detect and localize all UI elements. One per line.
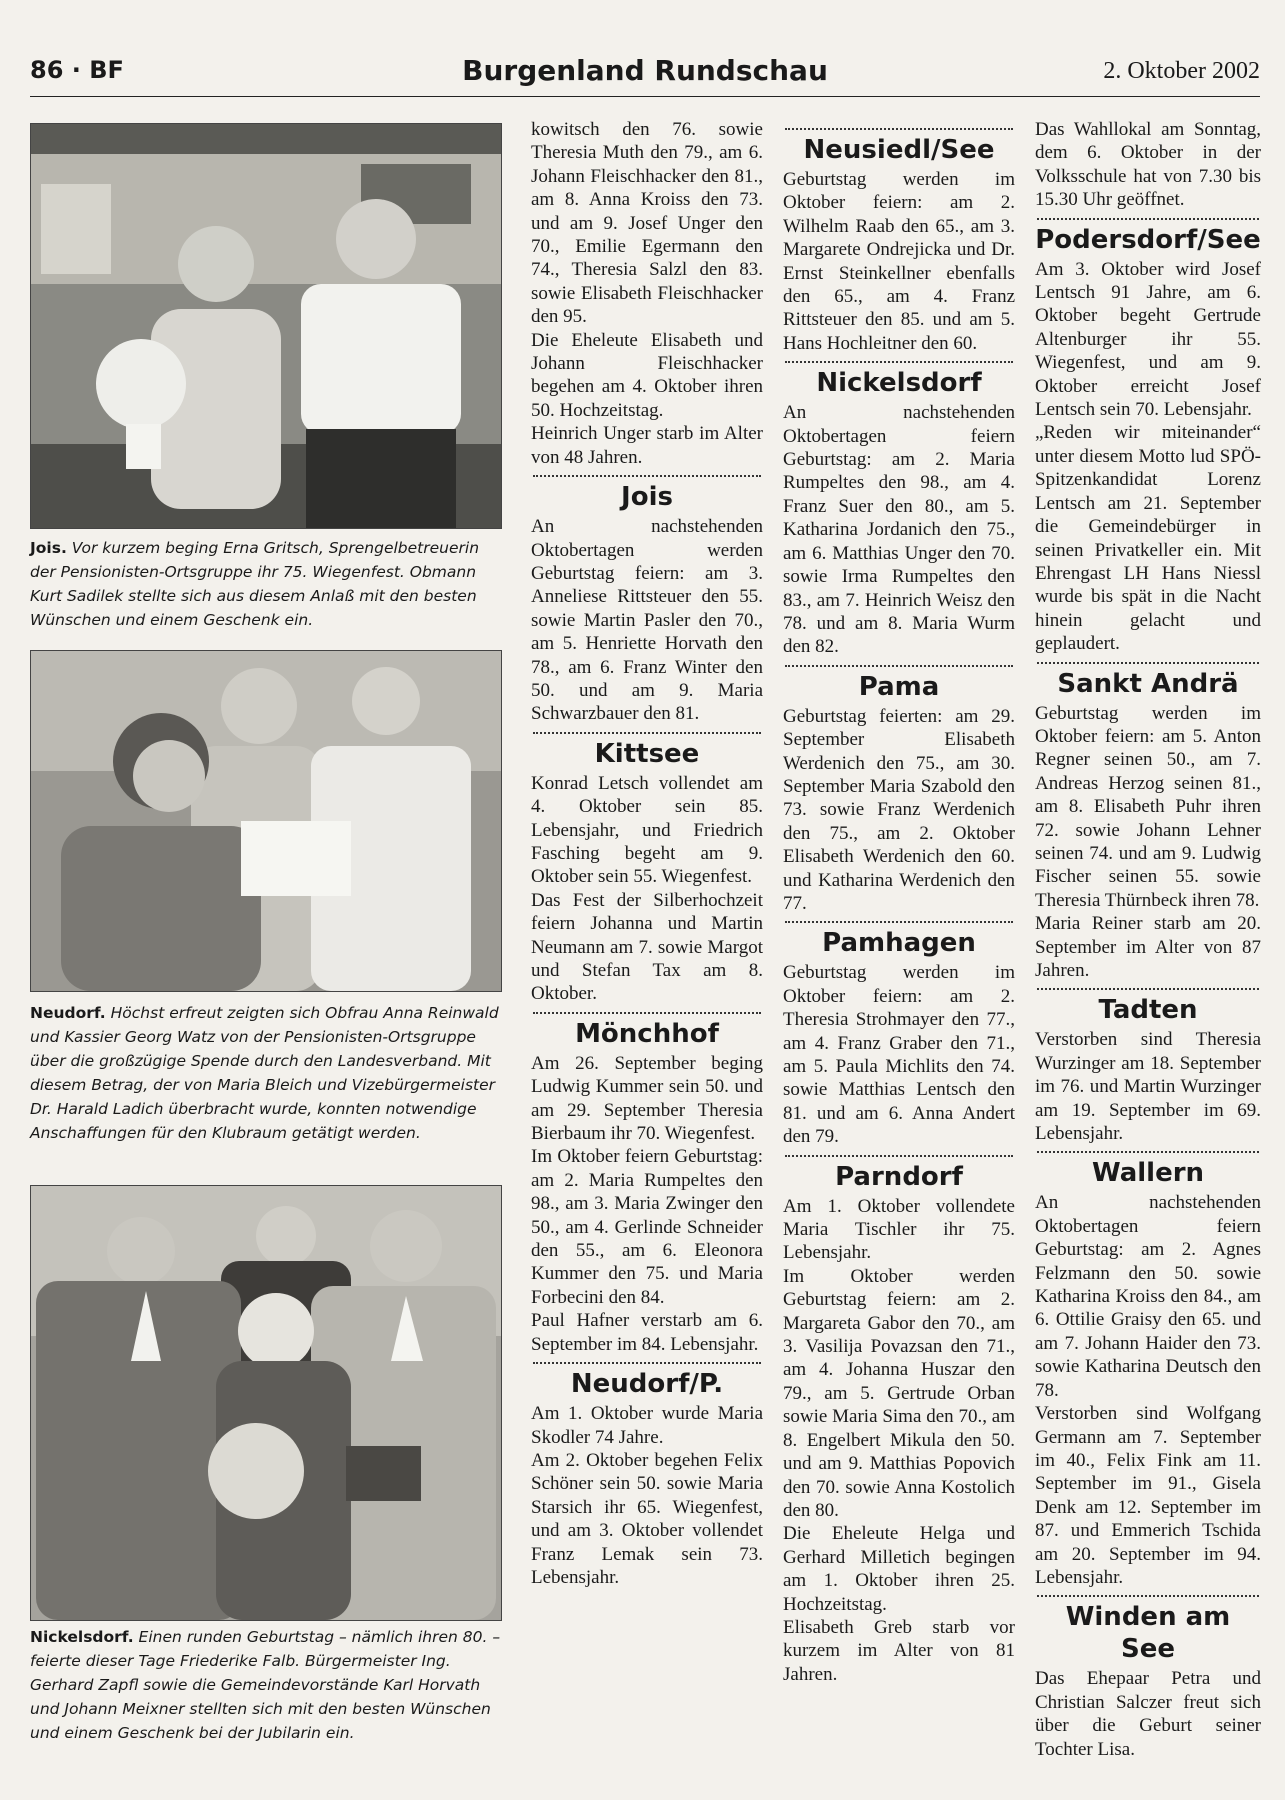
dotted-separator	[1037, 988, 1259, 990]
caption-nickelsdorf	[30, 1625, 505, 1745]
caption-neudorf	[30, 1001, 505, 1145]
section-heading-winden: Winden am See	[1065, 1602, 1231, 1665]
dotted-separator	[1037, 662, 1259, 664]
paragraph: Am 26. September beging Ludwig Kummer sein 50. und am 29. September Theresia Bierbaum ihr 70. Wiegenfest.	[531, 1052, 763, 1145]
section-heading-jois: Jois	[621, 482, 673, 513]
section-heading-pamhagen: Pamhagen	[822, 928, 976, 959]
section-heading-parndorf: Parndorf	[835, 1161, 963, 1192]
paragraph: Im Oktober werden Geburtstag feiern: am 2. Margareta Gabor den 70., am 3. Vasilija Povazsan den 71., am 4. Johanna Huszar den 79., am 5. Gertrude Orban sowie Maria Sima den 70., am 8. Engelbert Mikula den 50. und am 9. Matthias Popovich den 70. sowie Anna Kostolich den 80.	[783, 1265, 1015, 1521]
section-heading-nickelsdorf: Nickelsdorf	[816, 368, 982, 399]
dotted-separator	[1037, 1151, 1259, 1153]
paragraph: Geburtstag werden im Oktober feiern: am 2. Theresia Strohmayer den 77., am 4. Franz Graber den 71., am 5. Paula Michlits den 74. sowie Matthias Lentsch den 81. und am 6. Anna Andert den 79.	[783, 962, 1015, 1148]
page-header	[30, 50, 1260, 97]
paragraph: Das Ehepaar Petra und Christian Salczer freut sich über die Geburt seiner Tochter Lisa.	[1035, 1668, 1261, 1760]
paragraph: Am 1. Oktober wurde Maria Skodler 74 Jahre.	[531, 1403, 763, 1448]
paragraph: Verstorben sind Wolfgang Germann am 7. September im 40., Felix Fink am 11. September im 91., Gisela Denk am 12. September im 87. und Emmerich Tschida am 20. September im 94. Lebensjahr.	[1035, 1403, 1261, 1588]
paragraph: Paul Hafner verstarb am 6. September im 84. Lebensjahr.	[531, 1310, 763, 1355]
caption-place: Nickelsdorf.	[30, 1628, 134, 1646]
dotted-separator	[785, 361, 1013, 363]
caption-text: Einen runden Geburtstag – nämlich ihren 80. – feierte dieser Tage Friederike Falb. Bürgermeister Ing. Gerhard Zapfl sowie die Gemeindevorstände Karl Horvath und Johann Meixner stellten sich mit den besten Wünschen und einem Geschenk bei der Jubilarin ein.	[30, 1628, 501, 1742]
article-column-1	[531, 118, 763, 1589]
dotted-separator	[533, 1012, 761, 1014]
dotted-separator	[785, 921, 1013, 923]
dotted-separator	[533, 1362, 761, 1364]
section-heading-kittsee: Kittsee	[594, 738, 700, 769]
section-heading-wallern: Wallern	[1091, 1158, 1205, 1189]
caption-text: Vor kurzem beging Erna Gritsch, Sprengelbetreuerin der Pensionisten-Ortsgruppe ihr 75. Wiegenfest. Obmann Kurt Sadilek stellte sich aus diesem Anlaß mit den besten Wünschen und einem Geschenk ein.	[30, 539, 480, 629]
caption-text: Höchst erfreut zeigten sich Obfrau Anna Reinwald und Kassier Georg Watz von der Pensionisten-Ortsgruppe über die großzügige Spende durch den Landesverband. Mit diesem Betrag, der von Maria Bleich und Vizebürgermeister Dr. Harald Ladich überbracht wurde, konnten notwendige Anschaffungen für den Klubraum getätigt werden.	[30, 1004, 499, 1142]
photo-nickelsdorf	[30, 1185, 502, 1621]
newspaper-title: Burgenland Rundschau	[462, 54, 828, 87]
paragraph: Die Eheleute Helga und Gerhard Milletich begingen am 1. Oktober ihren 25. Hochzeitstag.	[783, 1523, 1015, 1615]
paragraph: Geburtstag werden im Oktober feiern: am 2. Wilhelm Raab den 65., am 3. Margarete Ondrejicka und Dr. Ernst Steinkellner ebenfalls den 65., am 4. Franz Rittsteuer den 85. und am 5. Hans Hochleitner den 60.	[783, 169, 1015, 354]
section-heading-moenchhof: Mönchhof	[575, 1018, 719, 1049]
page-number: 86 · BF	[30, 56, 124, 84]
paragraph: Am 1. Oktober vollendete Maria Tischler ihr 75. Lebensjahr.	[783, 1195, 1015, 1264]
issue-date: 2. Oktober 2002	[1103, 58, 1260, 84]
dotted-separator	[785, 128, 1013, 130]
paragraph: Am 3. Oktober wird Josef Lentsch 91 Jahre, am 6. Oktober begeht Gertrude Altenburger ihr 55. Wiegenfest, und am 9. Oktober erreicht Josef Lentsch sein 70. Lebensjahr.	[1035, 258, 1261, 421]
dotted-separator	[1037, 218, 1259, 220]
dotted-separator	[533, 475, 761, 477]
caption-place: Neudorf.	[30, 1004, 106, 1022]
section-heading-sankt-andrae: Sankt Andrä	[1057, 668, 1239, 699]
dotted-separator	[533, 732, 761, 734]
paragraph: Verstorben sind Theresia Wurzinger am 18. September im 76. und Martin Wurzinger am 19. September im 69. Lebensjahr.	[1035, 1029, 1261, 1145]
section-heading-tadten: Tadten	[1098, 995, 1198, 1026]
paragraph: An nachstehenden Oktobertagen feiern Geburtstag: am 2. Agnes Felzmann den 50. sowie Katharina Kroiss den 84., am 6. Ottilie Graisy den 65. und am 7. Johann Haider den 73. sowie Katharina Deutsch den 78.	[1035, 1192, 1261, 1401]
photo-jois	[30, 123, 502, 529]
paragraph: Am 2. Oktober begehen Felix Schöner sein 50. sowie Maria Starsich ihr 65. Wiegenfest, und am 3. Oktober vollendet Franz Lemak sein 73. Lebensjahr.	[531, 1449, 763, 1588]
section-heading-neudorf: Neudorf/P.	[570, 1369, 724, 1400]
article-column-2	[783, 118, 1015, 1686]
paragraph: Im Oktober feiern Geburtstag: am 2. Maria Rumpeltes den 98., am 3. Maria Zwinger den 50., am 4. Gerlinde Schneider den 55., am 6. Eleonora Kummer den 75. und Maria Forbecini den 84.	[531, 1146, 763, 1308]
section-heading-neusiedl: Neusiedl/See	[803, 135, 995, 165]
caption-place: Jois.	[30, 539, 67, 557]
section-heading-pama: Pama	[858, 671, 940, 702]
paragraph: kowitsch den 76. sowie Theresia Muth den 79., am 6. Johann Fleischhacker den 81., am 8. Anna Kroiss den 73. und am 9. Josef Unger den 70., Emilie Egermann den 74., Theresia Salzl den 83. sowie Elisabeth Fleischhacker den 95.	[531, 119, 763, 328]
paragraph: Geburtstag werden im Oktober feiern: am 5. Anton Regner seinen 50., am 7. Andreas Herzog seinen 81., am 8. Elisabeth Puhr ihren 72. sowie Johann Lehner seinen 74. und am 9. Ludwig Fischer seinen 55. sowie Theresia Thürnbeck ihren 78.	[1035, 702, 1261, 911]
paragraph: Das Fest der Silberhochzeit feiern Johanna und Martin Neumann am 7. sowie Margot und Stefan Tax am 8. Oktober.	[531, 889, 763, 1005]
dotted-separator	[785, 1155, 1013, 1157]
paragraph: Heinrich Unger starb im Alter von 48 Jahren.	[531, 423, 763, 468]
paragraph: An nachstehenden Oktobertagen werden Geburtstag feiern: am 3. Anneliese Rittsteuer den 55. sowie Martin Pasler den 70., am 5. Henriette Horvath den 78., am 6. Franz Winter den 50. und am 9. Maria Schwarzbauer den 81.	[531, 516, 763, 725]
paragraph: Geburtstag feierten: am 29. September Elisabeth Werdenich den 75., am 30. September Maria Szabold den 73. sowie Franz Werdenich den 75., am 2. Oktober Elisabeth Werdenich den 60. und Katharina Werdenich den 77.	[783, 705, 1015, 914]
dotted-separator	[1037, 1595, 1259, 1597]
paragraph: Maria Reiner starb am 20. September im Alter von 87 Jahren.	[1035, 913, 1261, 981]
paragraph: Die Eheleute Elisabeth und Johann Fleischhacker begehen am 4. Oktober ihren 50. Hochzeitstag.	[531, 329, 763, 421]
paragraph: An nachstehenden Oktobertagen feiern Geburtstag: am 2. Maria Rumpeltes den 98., am 4. Franz Suer den 80., am 5. Katharina Jordanich den 75., am 6. Matthias Unger den 70. sowie Irma Rumpeltes den 83., am 7. Heinrich Weisz den 78. und am 8. Maria Wurm den 82.	[783, 402, 1015, 658]
paragraph: Konrad Letsch vollendet am 4. Oktober sein 85. Lebensjahr, und Friedrich Fasching begeht am 9. Oktober sein 55. Wiegenfest.	[531, 772, 763, 888]
paragraph: Das Wahllokal am Sonntag, dem 6. Oktober in der Volksschule hat von 7.30 bis 15.30 Uhr geöffnet.	[1035, 119, 1261, 211]
section-heading-podersdorf: Podersdorf/See	[1035, 224, 1261, 255]
article-column-3	[1035, 118, 1261, 1761]
dotted-separator	[785, 665, 1013, 667]
photo-neudorf	[30, 650, 502, 992]
caption-jois	[30, 536, 505, 632]
paragraph: „Reden wir miteinander“ unter diesem Motto lud SPÖ-Spitzenkandidat Lorenz Lentsch am 21. September die Gemeindebürger in seinen Privatkeller ein. Mit Ehrengast LH Hans Niessl wurde bis spät in die Nacht hinein gelacht und geplaudert.	[1035, 422, 1261, 655]
paragraph: Elisabeth Greb starb vor kurzem im Alter von 81 Jahren.	[783, 1616, 1015, 1685]
